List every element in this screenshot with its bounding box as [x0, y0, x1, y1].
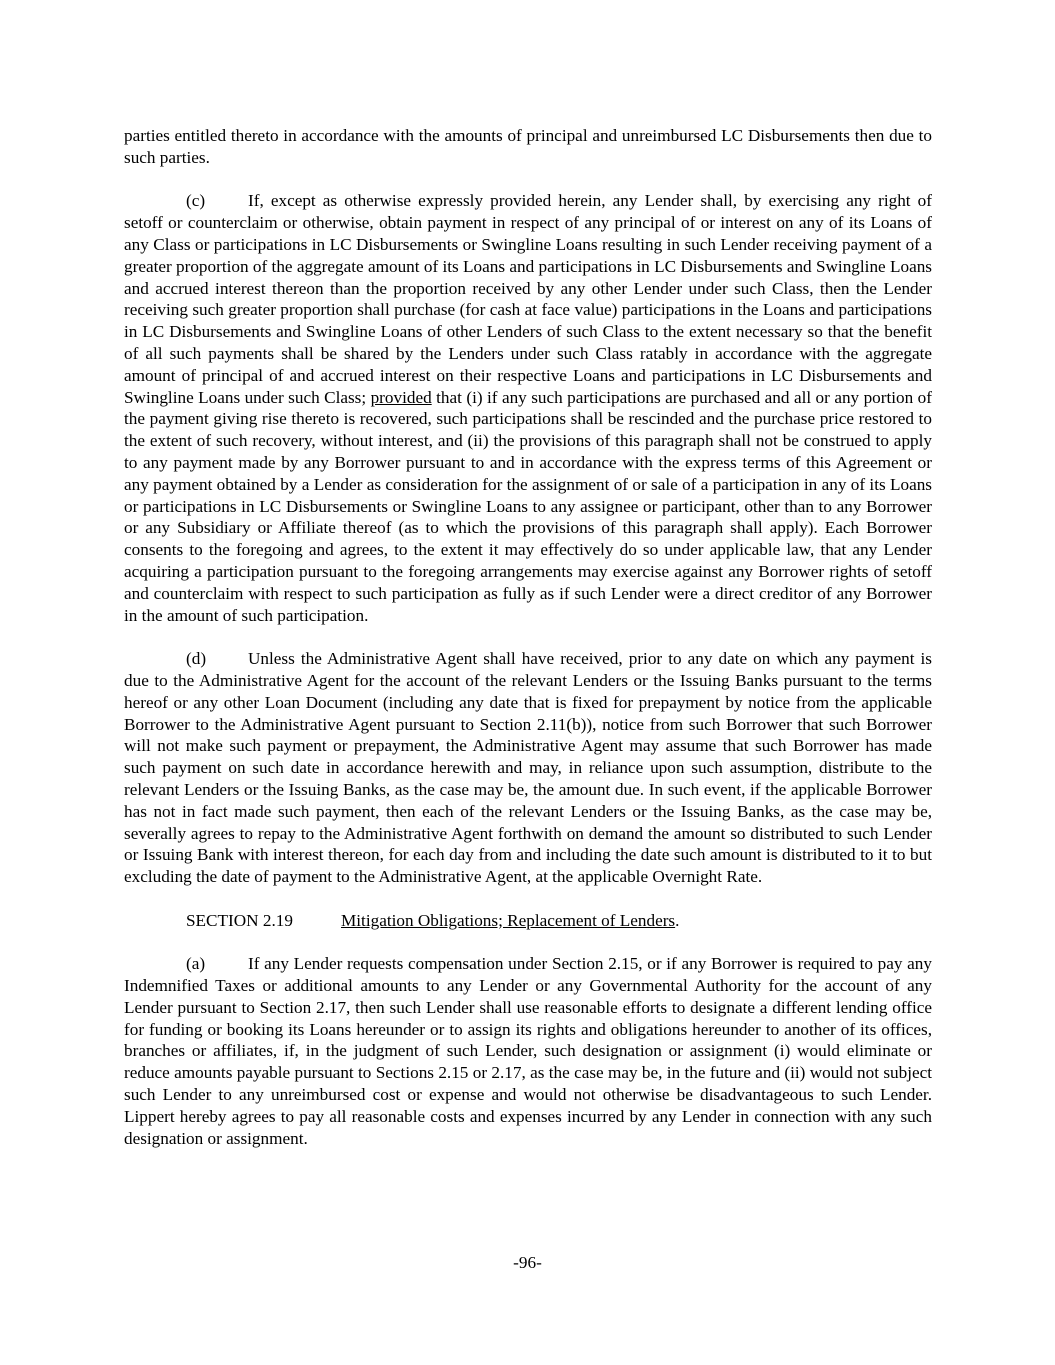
paragraph-carryover: parties entitled thereto in accordance with the amounts of principal and unreimbursed LC Disbursements then due to such parties.	[124, 126, 932, 167]
paragraph-d-marker: (d)	[186, 649, 207, 669]
provided-underlined-term: provided	[370, 387, 432, 407]
section-number: SECTION 2.19	[186, 910, 293, 930]
paragraph-d	[124, 648, 932, 888]
paragraph-c	[124, 190, 932, 626]
paragraph-d-text: Unless the Administrative Agent shall have received, prior to any date on which any payment is due to the Administrative Agent for the account of the relevant Lenders or the Issuing Banks pursuant to the terms hereof or any other Loan Document (including any date that is fixed for prepayment by notice from the applicable Borrower to the Administrative Agent pursuant to Section 2.11(b)), notice from such Borrower that such Borrower will not make such payment or prepayment, the Administrative Agent may assume that such Borrower has made such payment on such date in accordance herewith and may, in reliance upon such assumption, distribute to the relevant Lenders or the Issuing Banks, as the case may be, the amount due. In such event, if the applicable Borrower has not in fact made such payment, then each of the relevant Lenders or the Issuing Banks, as the case may be, severally agrees to repay to the Administrative Agent forthwith on demand the amount so distributed to such Lender or Issuing Bank with interest thereon, for each day from and including the date such amount is distributed to it to but excluding the date of payment to the Administrative Agent, at the applicable Overnight Rate.	[124, 649, 932, 887]
section-heading	[124, 910, 932, 932]
document-page	[124, 125, 932, 1171]
section-title-period: .	[675, 910, 680, 930]
section-title: Mitigation Obligations; Replacement of Lenders	[341, 910, 676, 930]
paragraph-a-text: If any Lender requests compensation under Section 2.15, or if any Borrower is required to pay any Indemnified Taxes or additional amounts to any Lender or any Governmental Authority for the account of any Lender pursuant to Section 2.17, then such Lender shall use reasonable efforts to designate a different lending office for funding or booking its Loans hereunder or to assign its rights and obligations hereunder to another of its offices, branches or affiliates, if, in the judgment of such Lender, such designation or assignment (i) would eliminate or reduce amounts payable pursuant to Sections 2.15 or 2.17, as the case may be, in the future and (ii) would not subject such Lender to any unreimbursed cost or expense and would not otherwise be disadvantageous to such Lender. Lippert hereby agrees to pay all reasonable costs and expenses incurred by any Lender in connection with any such designation or assignment.	[124, 954, 932, 1148]
paragraph-c-text-after: that (i) if any such participations are purchased and all or any portion of the payment giving rise thereto is recovered, such participations shall be rescinded and the purchase price restored to the extent of such recovery, without interest, and (ii) the provisions of this paragraph shall not be construed to apply to any payment made by any Borrower pursuant to and in accordance with the express terms of this Agreement or any payment obtained by a Lender as consideration for the assignment of or sale of a participation in any of its Loans or participations in LC Disbursements or Swingline Loans to any assignee or participant, other than to any Borrower or any Subsidiary or Affiliate thereof (as to which the provisions of this paragraph shall apply). Each Borrower consents to the foregoing and agrees, to the extent it may effectively do so under applicable law, that any Lender acquiring a participation pursuant to the foregoing arrangements may exercise against any Borrower rights of setoff and counterclaim with respect to such participation as fully as if such Lender were a direct creditor of any Borrower in the amount of such participation.	[124, 387, 932, 625]
paragraph-c-text-before: If, except as otherwise expressly provided herein, any Lender shall, by exercising any right of setoff or counterclaim or otherwise, obtain payment in respect of any principal of or interest on any of its Loans of any Class or participations in LC Disbursements or Swingline Loans resulting in such Lender receiving payment of a greater proportion of the aggregate amount of its Loans and participations in LC Disbursements and Swingline Loans and accrued interest thereon than the proportion received by any other Lender under such Class, then the Lender receiving such greater proportion shall purchase (for cash at face value) participations in the Loans and participations in LC Disbursements and Swingline Loans of other Lenders of such Class to the extent necessary so that the benefit of all such payments shall be shared by the Lenders under such Class ratably in accordance with the aggregate amount of principal of and accrued interest on their respective Loans and participations in LC Disbursements and Swingline Loans under such Class;	[124, 191, 932, 407]
page-number: -96-	[513, 1253, 542, 1272]
paragraph-a-marker: (a)	[186, 954, 206, 974]
paragraph-c-marker: (c)	[186, 191, 206, 211]
paragraph-a	[124, 953, 932, 1149]
